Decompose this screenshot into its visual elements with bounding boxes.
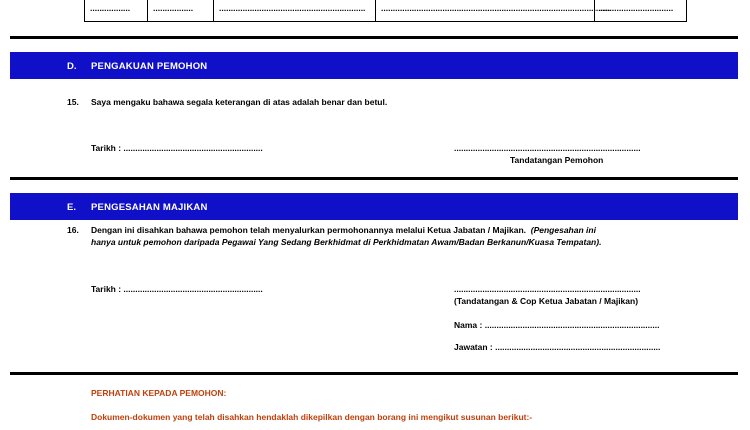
section-title: PENGESAHAN MAJIKAN bbox=[91, 202, 208, 213]
section-divider bbox=[10, 177, 738, 180]
notice-heading: PERHATIAN KEPADA PEMOHON: bbox=[91, 388, 227, 398]
section-title: PENGAKUAN PEMOHON bbox=[91, 61, 208, 72]
signature-caption: (Tandatangan & Cop Ketua Jabatan / Majikan) bbox=[454, 296, 639, 306]
table-cell: ............................... bbox=[600, 3, 674, 13]
position-field[interactable]: Jawatan : ...................................................................... bbox=[454, 342, 661, 352]
section-divider bbox=[10, 36, 738, 39]
section-divider bbox=[10, 372, 738, 375]
table-cell: .............................................................. bbox=[214, 0, 376, 21]
declaration-statement: Saya mengaku bahawa segala keterangan di atas adalah benar dan betul. bbox=[91, 97, 388, 107]
name-field[interactable]: Nama : .......................................................................... bbox=[454, 320, 660, 330]
applicant-details-table-bottom-row bbox=[84, 0, 687, 22]
section-d-header bbox=[10, 52, 738, 79]
notice-text: Dokumen-dokumen yang telah disahkan hendaklah dikepilkan dengan borang ini mengikut susunan berikut:- bbox=[91, 412, 533, 422]
table-cell: ................. bbox=[85, 0, 148, 21]
signature-caption: Tandatangan Pemohon bbox=[510, 155, 604, 165]
item-number: 15. bbox=[67, 97, 79, 107]
employer-signature-field[interactable]: ............................................................................... bbox=[454, 284, 641, 294]
section-letter: E. bbox=[67, 202, 76, 213]
section-letter: D. bbox=[67, 61, 77, 72]
date-field[interactable]: Tarikh : ........................................................... bbox=[91, 284, 263, 294]
section-e-header bbox=[10, 193, 738, 220]
table-cell: ................. bbox=[148, 0, 214, 21]
date-field[interactable]: Tarikh : ........................................................... bbox=[91, 143, 263, 153]
item-number: 16. bbox=[67, 225, 79, 235]
applicant-signature-field[interactable]: ............................................................................... bbox=[454, 143, 641, 153]
table-cell: ................................................................................................. bbox=[376, 0, 595, 21]
endorsement-note: hanya untuk pemohon daripada Pegawai Yang Sedang Berkhidmat di Perkhidmatan Awam/Badan Berkanun/Kuasa Tempatan). bbox=[91, 237, 602, 247]
endorsement-statement: Dengan ini disahkan bahawa pemohon telah menyalurkan permohonannya melalui Ketua Jabatan / Majikan. (Pengesahan ini bbox=[91, 225, 596, 235]
